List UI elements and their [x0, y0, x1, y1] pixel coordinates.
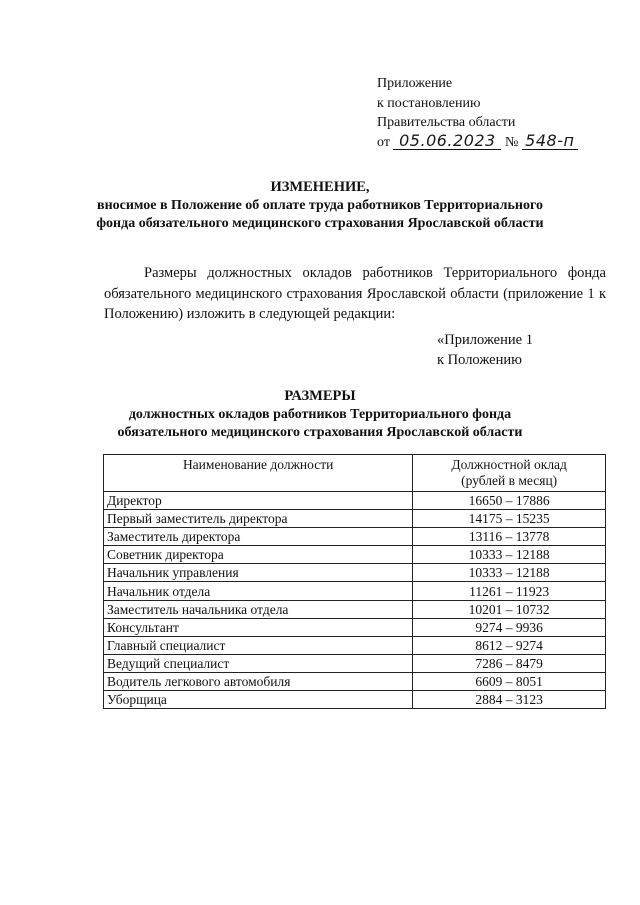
approval-line-2: к постановлению [377, 95, 481, 111]
table-row [104, 546, 606, 564]
approval-date-line [377, 130, 578, 153]
table-subtitle-line-2: обязательного медицинского страхования Ярославской области [117, 425, 523, 440]
number-prefix: № [504, 134, 519, 150]
handwritten-date: 05.06.2023 [393, 133, 501, 150]
salary-cell: 10333 – 12188 [413, 546, 606, 564]
salary-cell: 11261 – 11923 [413, 582, 606, 600]
table-row [104, 636, 606, 654]
position-cell: Начальник управления [104, 564, 413, 582]
appendix-reference [437, 331, 533, 370]
salary-cell: 10333 – 12188 [413, 564, 606, 582]
table-row [104, 691, 606, 709]
salary-cell: 9274 – 9936 [413, 618, 606, 636]
table-title: РАЗМЕРЫ [284, 388, 356, 404]
position-cell: Водитель легкового автомобиля [104, 672, 413, 690]
header-position: Наименование должности [104, 455, 413, 492]
table-row [104, 564, 606, 582]
position-cell: Ведущий специалист [104, 654, 413, 672]
table-row [104, 492, 606, 510]
salary-cell: 16650 – 17886 [413, 492, 606, 510]
position-cell: Консультант [104, 618, 413, 636]
position-cell: Директор [104, 492, 413, 510]
table-row [104, 600, 606, 618]
table-subtitle [80, 406, 560, 442]
table-row [104, 582, 606, 600]
table-header-row [104, 455, 606, 492]
document-subtitle-line-2: фонда обязательного медицинского страхования Ярославской области [96, 216, 544, 231]
salary-cell: 13116 – 13778 [413, 528, 606, 546]
salary-cell: 6609 – 8051 [413, 672, 606, 690]
position-cell: Заместитель начальника отдела [104, 600, 413, 618]
approval-line-1: Приложение [377, 76, 453, 91]
appendix-line-2: к Положению [437, 351, 522, 368]
salary-cell: 8612 – 9274 [413, 636, 606, 654]
header-salary-line-2: (рублей в месяц) [461, 473, 558, 488]
salary-cell: 7286 – 8479 [413, 654, 606, 672]
table-row [104, 528, 606, 546]
header-salary-line-1: Должностной оклад [451, 457, 567, 472]
document-subtitle-line-1: вносимое в Положение об оплате труда работников Территориального [97, 198, 543, 213]
body-paragraph: Размеры должностных окладов работников Территориального фонда обязательного медицинского страхования Ярославской области (приложение 1 к Положению) изложить в следующей редакции: [104, 265, 606, 322]
header-salary [413, 455, 606, 492]
document-title: ИЗМЕНЕНИЕ, [270, 179, 370, 195]
table-row [104, 672, 606, 690]
salary-cell: 2884 – 3123 [413, 691, 606, 709]
position-cell: Первый заместитель директора [104, 510, 413, 528]
salary-table [103, 454, 606, 709]
approval-line-3: Правительства области [377, 115, 516, 130]
position-cell: Главный специалист [104, 636, 413, 654]
date-prefix: от [377, 134, 390, 150]
position-cell: Заместитель директора [104, 528, 413, 546]
document-subtitle [80, 197, 560, 233]
position-cell: Уборщица [104, 691, 413, 709]
table-row [104, 654, 606, 672]
table-subtitle-line-1: должностных окладов работников Территориального фонда [128, 407, 512, 422]
handwritten-number: 548-п [522, 133, 578, 150]
salary-cell: 14175 – 15235 [413, 510, 606, 528]
table-row [104, 510, 606, 528]
position-cell: Начальник отдела [104, 582, 413, 600]
appendix-line-1: «Приложение 1 [437, 332, 533, 348]
table-row [104, 618, 606, 636]
salary-cell: 10201 – 10732 [413, 600, 606, 618]
approval-block [377, 74, 578, 152]
position-cell: Советник директора [104, 546, 413, 564]
